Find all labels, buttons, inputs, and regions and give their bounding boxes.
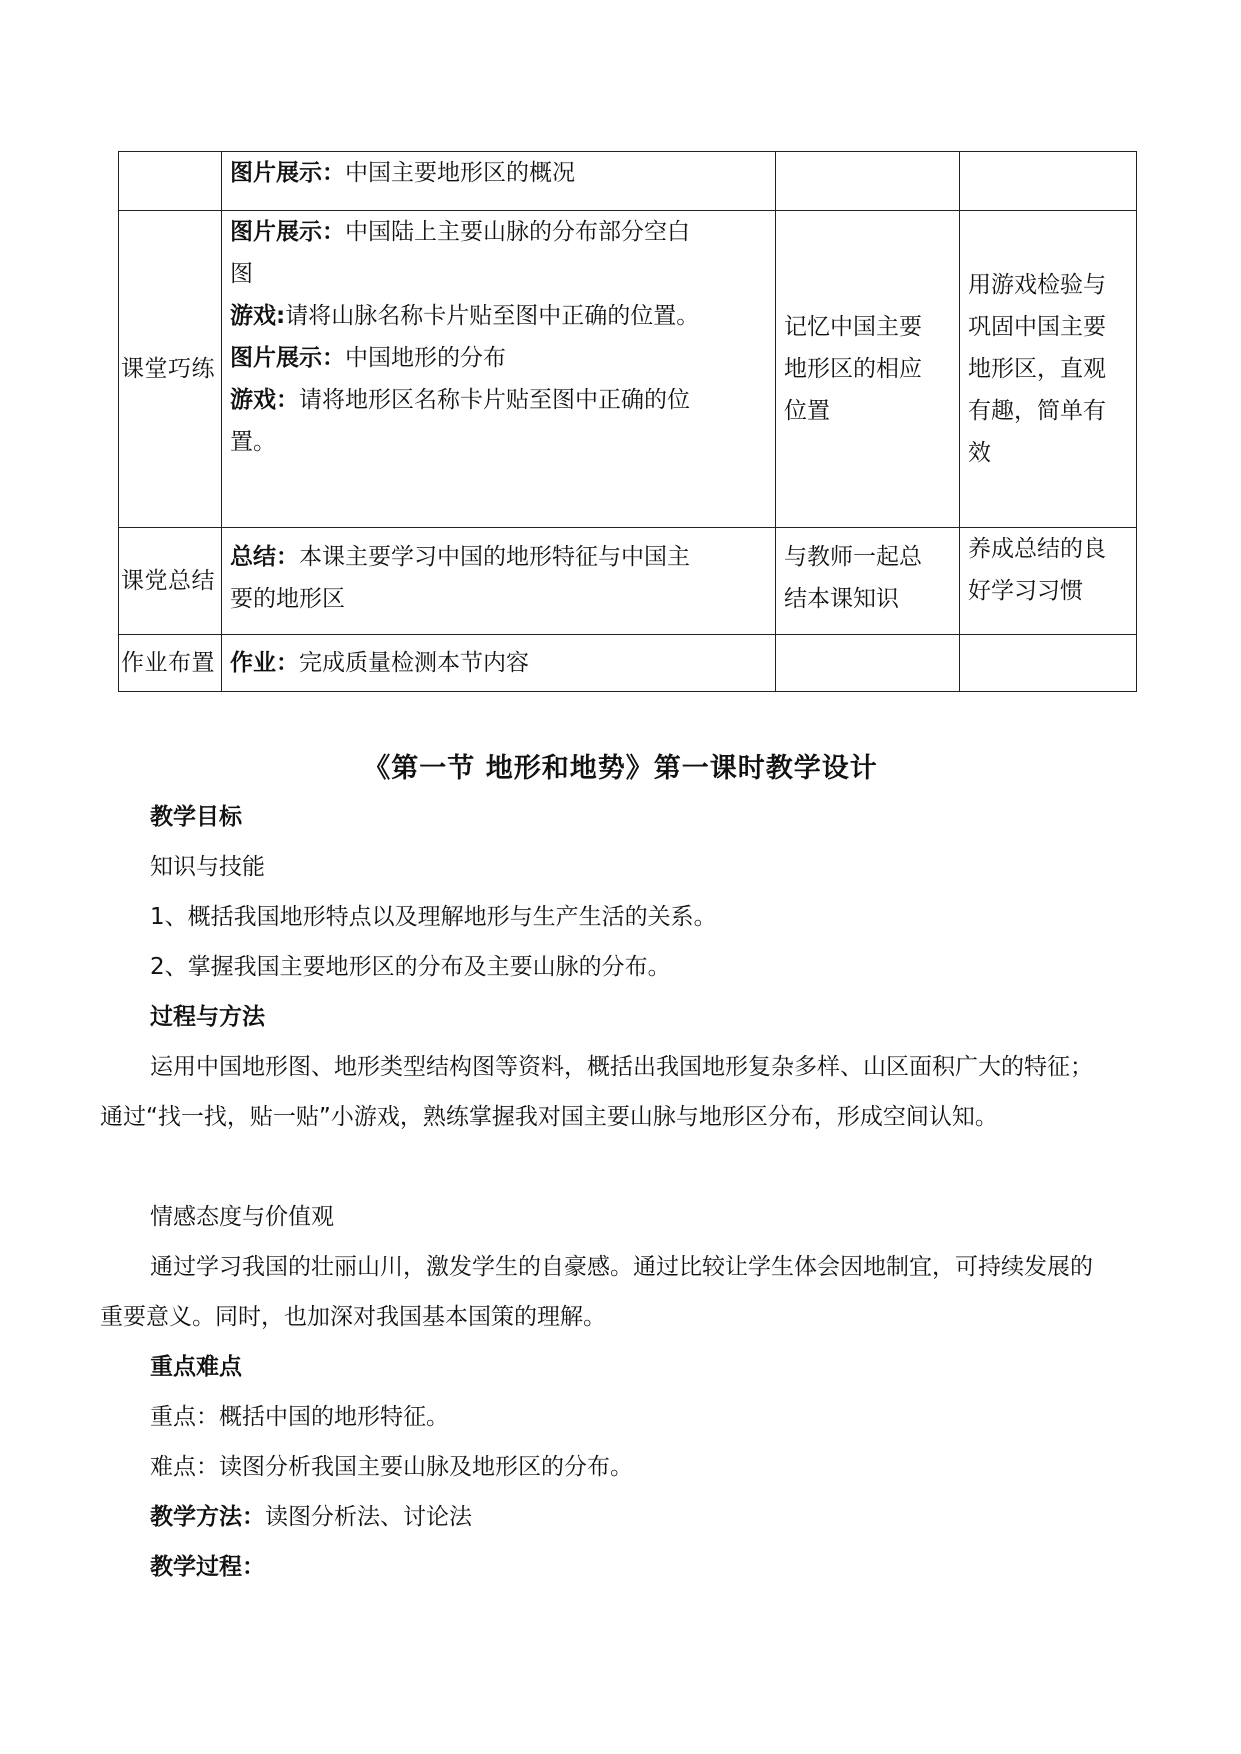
intent-cell: [960, 211, 1137, 528]
table-row: [119, 152, 1137, 211]
activity-text: 中国地形的分布: [345, 345, 506, 371]
heading-teaching-goals: 教学目标: [150, 804, 242, 830]
student-line: 位置: [784, 398, 830, 424]
intent-cell: [960, 528, 1137, 635]
intent-line: 地形区，直观: [968, 356, 1106, 382]
activity-line: 要的地形区: [230, 586, 345, 612]
activity-text: 中国主要地形区的概况: [345, 160, 575, 186]
student-cell: [776, 152, 960, 211]
activity-cell: [222, 152, 776, 211]
intent-line: 有趣，简单有: [968, 398, 1106, 424]
intent-line: 效: [968, 440, 991, 466]
activity-label: 游戏：: [230, 387, 299, 413]
student-line: 结本课知识: [784, 586, 899, 612]
heading-key-difficult: 重点难点: [150, 1354, 242, 1380]
intent-cell: [960, 152, 1137, 211]
activity-label: 图片展示：: [230, 345, 345, 371]
activity-line: [230, 379, 767, 421]
intent-line: 巩固中国主要: [968, 314, 1106, 340]
intent-line: 用游戏检验与: [968, 272, 1106, 298]
activity-cell: [222, 211, 776, 528]
stage-cell: [119, 152, 222, 211]
student-cell: [776, 211, 960, 528]
activity-text: 中国陆上主要山脉的分布部分空白: [345, 219, 690, 245]
student-cell: [776, 528, 960, 635]
activity-label: 作业：: [230, 650, 299, 676]
activity-label: 图片展示：: [230, 219, 345, 245]
key-point: 重点：概括中国的地形特征。: [150, 1404, 449, 1430]
activity-line: 图: [230, 261, 253, 287]
activity-label: 图片展示：: [230, 160, 345, 186]
goal-item: 1、概括我国地形特点以及理解地形与生产生活的关系。: [150, 904, 717, 930]
difficult-point: 难点：读图分析我国主要山脉及地形区的分布。: [150, 1454, 633, 1480]
heading-teaching-procedure: 教学过程：: [150, 1554, 265, 1580]
activity-text: 完成质量检测本节内容: [299, 650, 529, 676]
activity-cell: [222, 528, 776, 635]
intent-line: 好学习习惯: [968, 578, 1083, 604]
table-row: [119, 211, 1137, 528]
intent-cell: [960, 635, 1137, 692]
activity-line: [230, 337, 767, 379]
student-line: 与教师一起总: [784, 544, 922, 570]
process-paragraph: 运用中国地形图、地形类型结构图等资料，概括出我国地形复杂多样、山区面积广大的特征；通过“找一找，贴一贴”小游戏，熟练掌握我对国主要山脉与地形区分布，形成空间认知。: [100, 1054, 1093, 1130]
activity-text: 请将地形区名称卡片贴至图中正确的位: [299, 387, 690, 413]
stage-cell: 课堂巧练: [119, 211, 222, 528]
subheading-knowledge-skills: 知识与技能: [150, 854, 265, 880]
emotion-paragraph: 通过学习我国的壮丽山川，激发学生的自豪感。通过比较让学生体会因地制宜，可持续发展的重要意义。同时，也加深对我国基本国策的理解。: [100, 1254, 1093, 1330]
teaching-method: [150, 1492, 1110, 1542]
method-text: 读图分析法、讨论法: [265, 1504, 472, 1530]
document-title: 《第一节 地形和地势》第一课时教学设计: [363, 753, 878, 784]
goal-item: 2、掌握我国主要地形区的分布及主要山脉的分布。: [150, 954, 671, 980]
lesson-plan-table: [118, 151, 1137, 692]
activity-line: 置。: [230, 429, 276, 455]
activity-line: [230, 295, 767, 337]
activity-text: 请将山脉名称卡片贴至图中正确的位置。: [285, 303, 700, 329]
student-cell: [776, 635, 960, 692]
intent-line: 养成总结的良: [968, 536, 1106, 562]
table-row: [119, 635, 1137, 692]
subheading-emotion-values: 情感态度与价值观: [150, 1204, 334, 1230]
activity-cell: [222, 635, 776, 692]
activity-label: 总结：: [230, 544, 299, 570]
activity-text: 本课主要学习中国的地形特征与中国主: [299, 544, 690, 570]
method-label: 教学方法：: [150, 1504, 265, 1530]
activity-line: [230, 536, 767, 578]
activity-line: [230, 211, 767, 253]
activity-label: 游戏:: [230, 303, 286, 329]
student-line: 记忆中国主要: [784, 314, 922, 340]
student-line: 地形区的相应: [784, 356, 922, 382]
heading-process-method: 过程与方法: [150, 1004, 265, 1030]
stage-cell: 作业布置: [119, 635, 222, 692]
stage-cell: 课党总结: [119, 528, 222, 635]
table-row: [119, 528, 1137, 635]
